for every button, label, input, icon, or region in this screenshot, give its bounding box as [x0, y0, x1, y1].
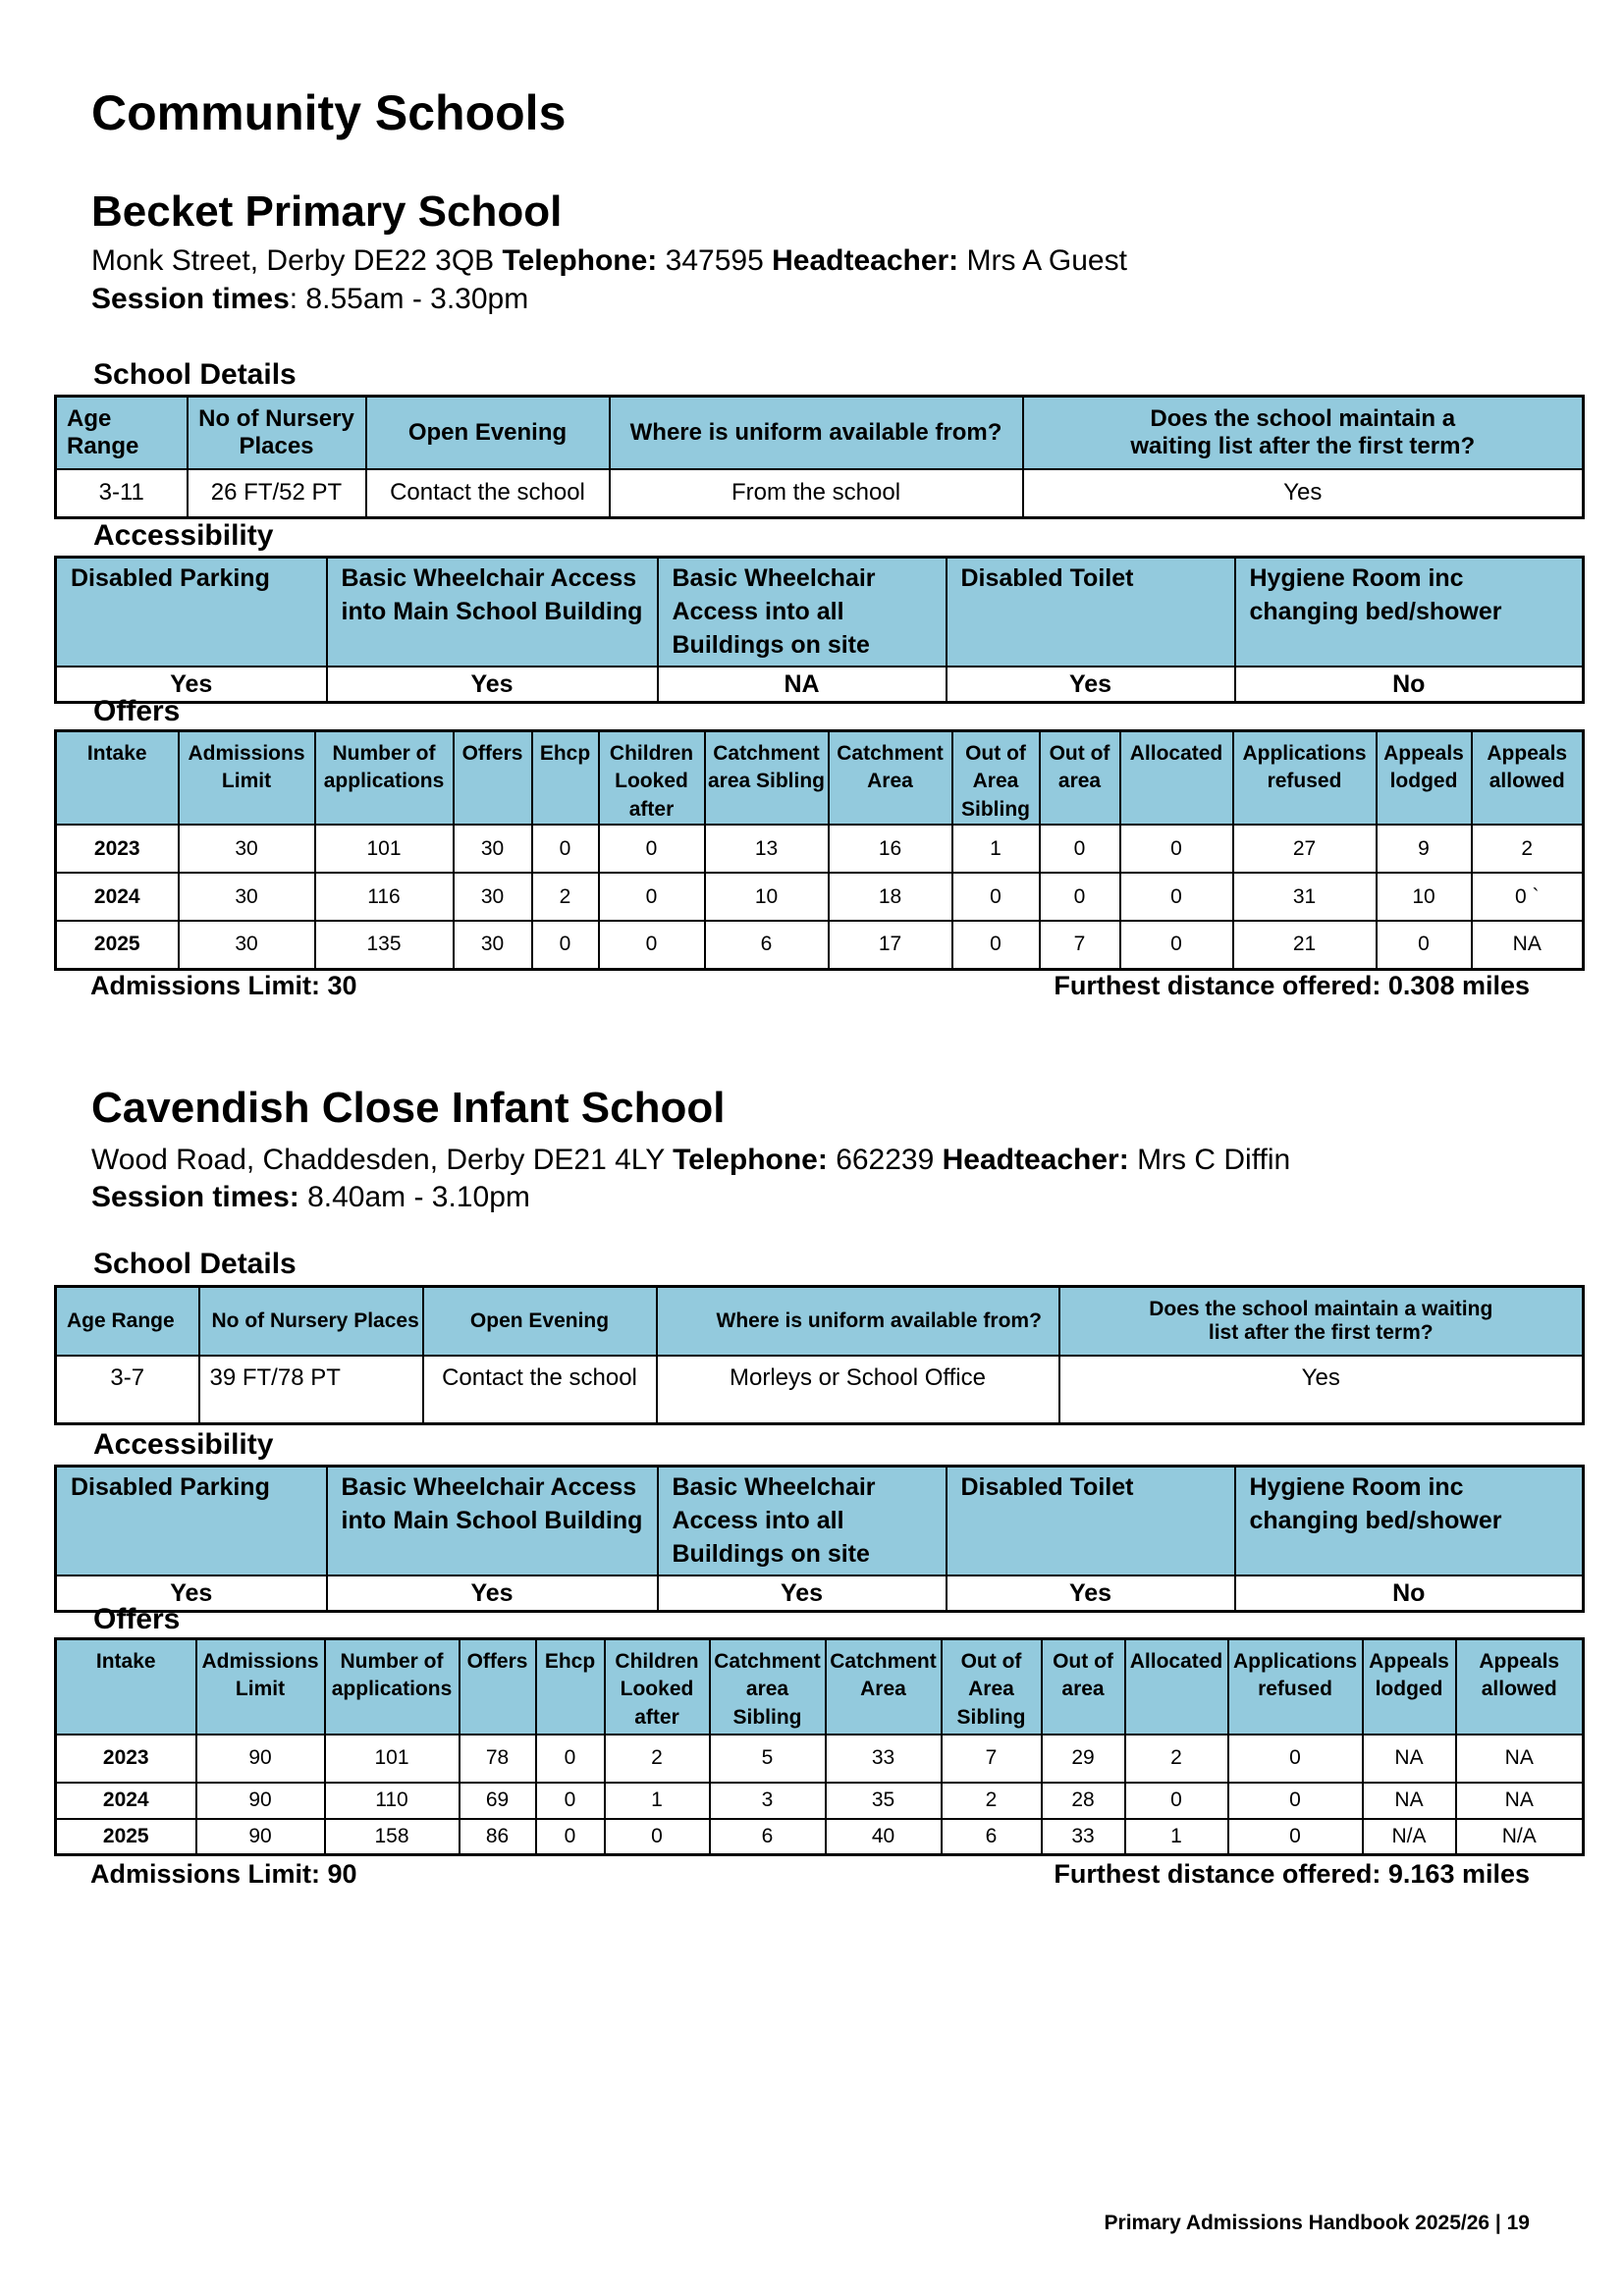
offers-row [56, 1735, 1584, 1783]
header-wheelchair-main: Basic Wheelchair Access into Main School Building [327, 558, 658, 667]
offers-header-cell: Catchment area Sibling [710, 1639, 826, 1735]
header-wheelchair-all: Basic Wheelchair Access into all Buildings on site [658, 1467, 947, 1576]
offers-cell: 0 [1228, 1783, 1363, 1819]
offers-heading: Offers [93, 1603, 181, 1635]
offers-intake-year: 2024 [56, 1783, 196, 1819]
furthest-distance: Furthest distance offered: 0.308 miles [1054, 971, 1530, 1000]
offers-header-cell: Number of applications [315, 731, 454, 826]
headteacher-value: Mrs C Diffin [1137, 1144, 1291, 1176]
offers-cell: 0 [1228, 1819, 1363, 1855]
offers-cell: 30 [179, 873, 315, 921]
offers-cell: 30 [454, 873, 532, 921]
disabled-toilet-value: Yes [947, 667, 1235, 702]
offers-cell: 40 [826, 1819, 942, 1855]
offers-cell: NA [1456, 1783, 1584, 1819]
offers-cell: 2 [532, 873, 599, 921]
session-times-label: Session times [91, 283, 290, 315]
header-hygiene-room: Hygiene Room inc changing bed/shower [1235, 558, 1584, 667]
school-address: Monk Street, Derby DE22 3QB [91, 244, 495, 277]
offers-header-cell: Appeals lodged [1363, 1639, 1456, 1735]
offers-cell: 6 [942, 1819, 1042, 1855]
school-name: Becket Primary School [91, 187, 563, 236]
age-range-value: 3-7 [56, 1356, 199, 1424]
waiting-list-value: Yes [1023, 469, 1584, 518]
offers-cell: NA [1456, 1735, 1584, 1783]
offers-header-cell: Admissions Limit [196, 1639, 325, 1735]
header-disabled-toilet: Disabled Toilet [947, 1467, 1235, 1576]
telephone-value: 662239 [836, 1144, 935, 1176]
wheelchair-all-value: NA [658, 667, 947, 702]
offers-cell: 0 [1040, 825, 1120, 873]
offers-intake-year: 2025 [56, 921, 179, 969]
offers-cell: 2 [1472, 825, 1584, 873]
hygiene-room-value: No [1235, 667, 1584, 702]
offers-cell: 0 [536, 1783, 605, 1819]
offers-cell: 0 [1228, 1735, 1363, 1783]
offers-header-cell: Intake [56, 731, 179, 826]
admissions-limit: Admissions Limit: 30 [90, 971, 357, 1000]
offers-cell: N/A [1456, 1819, 1584, 1855]
page-footer: Primary Admissions Handbook 2025/26 | 19 [1104, 2212, 1530, 2234]
offers-header-cell: Admissions Limit [179, 731, 315, 826]
offers-intake-year: 2023 [56, 1735, 196, 1783]
offers-cell: 90 [196, 1735, 325, 1783]
school-contact-line [91, 1143, 1290, 1178]
offers-header-cell: Catchment Area [826, 1639, 942, 1735]
offers-cell: 0 [1120, 921, 1233, 969]
header-hygiene-room: Hygiene Room inc changing bed/shower [1235, 1467, 1584, 1576]
offers-cell: 9 [1377, 825, 1472, 873]
offers-cell: 0 [599, 825, 705, 873]
offers-cell: 2 [1125, 1735, 1228, 1783]
offers-cell: 33 [1042, 1819, 1125, 1855]
offers-cell: 35 [826, 1783, 942, 1819]
offers-cell: 13 [705, 825, 829, 873]
nursery-places-value: 26 FT/52 PT [188, 469, 366, 518]
offers-cell: 101 [315, 825, 454, 873]
offers-cell: 16 [829, 825, 952, 873]
offers-cell: 0 [536, 1819, 605, 1855]
offers-cell: 10 [705, 873, 829, 921]
header-waiting-list: Does the school maintain a waiting list after the first term? [1059, 1287, 1584, 1356]
offers-cell: 1 [952, 825, 1040, 873]
offers-cell: 6 [710, 1819, 826, 1855]
offers-cell: 30 [179, 921, 315, 969]
offers-cell: 0 [599, 873, 705, 921]
admissions-limit: Admissions Limit: 90 [90, 1859, 357, 1889]
offers-cell: 7 [942, 1735, 1042, 1783]
offers-cell: 2 [942, 1783, 1042, 1819]
offers-cell: 101 [325, 1735, 460, 1783]
offers-cell: 0 [1377, 921, 1472, 969]
offers-cell: 29 [1042, 1735, 1125, 1783]
offers-cell: 158 [325, 1819, 460, 1855]
disabled-parking-value: Yes [56, 1575, 327, 1611]
offers-cell: N/A [1363, 1819, 1456, 1855]
school-contact-line [91, 243, 1127, 279]
session-times-value: : 8.55am - 3.30pm [289, 283, 529, 315]
offers-cell: 30 [179, 825, 315, 873]
telephone-label: Telephone: [673, 1144, 828, 1176]
offers-header-cell: Catchment area Sibling [705, 731, 829, 826]
offers-cell: 0 [605, 1819, 710, 1855]
headteacher-label: Headteacher: [942, 1144, 1129, 1176]
offers-cell: 0 [952, 873, 1040, 921]
offers-cell: NA [1363, 1783, 1456, 1819]
offers-header-cell: Ehcp [536, 1639, 605, 1735]
session-times-label: Session times: [91, 1181, 299, 1213]
offers-table [54, 1637, 1585, 1856]
telephone-value: 347595 [665, 244, 764, 277]
header-disabled-parking: Disabled Parking [56, 1467, 327, 1576]
offers-row [56, 873, 1584, 921]
header-open-evening: Open Evening [366, 397, 610, 469]
offers-header-cell: Appeals allowed [1456, 1639, 1584, 1735]
header-wheelchair-all: Basic Wheelchair Access into all Buildings on site [658, 558, 947, 667]
offers-intake-year: 2024 [56, 873, 179, 921]
offers-header-cell: Children Looked after [599, 731, 705, 826]
offers-row [56, 1819, 1584, 1855]
nursery-places-value: 39 FT/78 PT [199, 1356, 423, 1424]
school-address: Wood Road, Chaddesden, Derby DE21 4LY [91, 1144, 665, 1176]
offers-cell: 30 [454, 825, 532, 873]
uniform-value: From the school [610, 469, 1023, 518]
header-waiting-list: Does the school maintain a waiting list after the first term? [1023, 397, 1584, 469]
age-range-value: 3-11 [56, 469, 188, 518]
offers-header-cell: Allocated [1120, 731, 1233, 826]
offers-cell: 69 [460, 1783, 536, 1819]
offers-header-cell: Appeals allowed [1472, 731, 1584, 826]
accessibility-heading: Accessibility [93, 1428, 274, 1461]
offers-cell: 90 [196, 1783, 325, 1819]
offers-cell: 110 [325, 1783, 460, 1819]
offers-header-cell: Applications refused [1228, 1639, 1363, 1735]
header-disabled-toilet: Disabled Toilet [947, 558, 1235, 667]
accessibility-heading: Accessibility [93, 519, 274, 552]
offers-cell: 0 [1120, 825, 1233, 873]
header-wheelchair-main: Basic Wheelchair Access into Main School Building [327, 1467, 658, 1576]
open-evening-value: Contact the school [423, 1356, 657, 1424]
offers-cell: 33 [826, 1735, 942, 1783]
offers-cell: 90 [196, 1819, 325, 1855]
offers-header-cell: Applications refused [1233, 731, 1377, 826]
session-times-value: 8.40am - 3.10pm [298, 1181, 530, 1213]
session-times-line [91, 1180, 530, 1215]
header-nursery-places: No of Nursery Places [199, 1287, 423, 1356]
wheelchair-main-value: Yes [327, 667, 658, 702]
offers-cell: NA [1363, 1735, 1456, 1783]
offers-header-cell: Allocated [1125, 1639, 1228, 1735]
offers-cell: 10 [1377, 873, 1472, 921]
wheelchair-main-value: Yes [327, 1575, 658, 1611]
header-open-evening: Open Evening [423, 1287, 657, 1356]
offers-cell: 7 [1040, 921, 1120, 969]
offers-cell: 1 [605, 1783, 710, 1819]
wheelchair-all-value: Yes [658, 1575, 947, 1611]
offers-cell: 0 [532, 921, 599, 969]
offers-header-cell: Number of applications [325, 1639, 460, 1735]
offers-header-cell: Offers [454, 731, 532, 826]
offers-heading: Offers [93, 695, 181, 727]
uniform-value: Morleys or School Office [657, 1356, 1059, 1424]
offers-cell: 78 [460, 1735, 536, 1783]
waiting-list-value: Yes [1059, 1356, 1584, 1424]
offers-cell: 0 [1040, 873, 1120, 921]
offers-intake-year: 2023 [56, 825, 179, 873]
offers-cell: 0 [536, 1735, 605, 1783]
offers-row [56, 825, 1584, 873]
offers-cell: NA [1472, 921, 1584, 969]
header-age-range: Age Range [56, 1287, 199, 1356]
offers-cell: 0 [1120, 873, 1233, 921]
offers-row [56, 921, 1584, 969]
offers-header-cell: Appeals lodged [1377, 731, 1472, 826]
header-age-range: Age Range [56, 397, 188, 469]
offers-header-cell: Out of area [1042, 1639, 1125, 1735]
header-disabled-parking: Disabled Parking [56, 558, 327, 667]
offers-cell: 2 [605, 1735, 710, 1783]
offers-header-cell: Out of area [1040, 731, 1120, 826]
offers-row [56, 1783, 1584, 1819]
page-title: Community Schools [91, 85, 567, 140]
header-uniform: Where is uniform available from? [657, 1287, 1059, 1356]
offers-cell: 6 [705, 921, 829, 969]
offers-intake-year: 2025 [56, 1819, 196, 1855]
offers-cell: 21 [1233, 921, 1377, 969]
offers-header-cell: Catchment Area [829, 731, 952, 826]
offers-cell: 0 ` [1472, 873, 1584, 921]
offers-cell: 135 [315, 921, 454, 969]
offers-cell: 0 [1125, 1783, 1228, 1819]
open-evening-value: Contact the school [366, 469, 610, 518]
offers-cell: 0 [532, 825, 599, 873]
offers-cell: 0 [599, 921, 705, 969]
offers-header-cell: Offers [460, 1639, 536, 1735]
session-times-line [91, 282, 528, 317]
offers-cell: 116 [315, 873, 454, 921]
offers-cell: 5 [710, 1735, 826, 1783]
furthest-distance: Furthest distance offered: 9.163 miles [1054, 1859, 1530, 1889]
headteacher-value: Mrs A Guest [966, 244, 1127, 277]
offers-header-cell: Intake [56, 1639, 196, 1735]
offers-cell: 86 [460, 1819, 536, 1855]
offers-cell: 0 [952, 921, 1040, 969]
offers-cell: 17 [829, 921, 952, 969]
offers-header-cell: Ehcp [532, 731, 599, 826]
offers-header-cell: Out of Area Sibling [952, 731, 1040, 826]
header-nursery-places: No of Nursery Places [188, 397, 366, 469]
offers-cell: 31 [1233, 873, 1377, 921]
school-name: Cavendish Close Infant School [91, 1084, 726, 1132]
school-details-heading: School Details [93, 1248, 297, 1280]
offers-cell: 27 [1233, 825, 1377, 873]
telephone-label: Telephone: [502, 244, 658, 277]
offers-header-cell: Children Looked after [605, 1639, 710, 1735]
offers-cell: 18 [829, 873, 952, 921]
headteacher-label: Headteacher: [772, 244, 959, 277]
disabled-parking-value: Yes [56, 667, 327, 702]
accessibility-table [54, 556, 1585, 704]
offers-cell: 30 [454, 921, 532, 969]
disabled-toilet-value: Yes [947, 1575, 1235, 1611]
offers-table [54, 729, 1585, 971]
offers-header-cell: Out of Area Sibling [942, 1639, 1042, 1735]
offers-cell: 1 [1125, 1819, 1228, 1855]
accessibility-table [54, 1465, 1585, 1613]
school-details-table [54, 1285, 1585, 1425]
hygiene-room-value: No [1235, 1575, 1584, 1611]
school-details-table [54, 395, 1585, 519]
offers-cell: 3 [710, 1783, 826, 1819]
school-details-heading: School Details [93, 358, 297, 391]
header-uniform: Where is uniform available from? [610, 397, 1023, 469]
offers-cell: 28 [1042, 1783, 1125, 1819]
